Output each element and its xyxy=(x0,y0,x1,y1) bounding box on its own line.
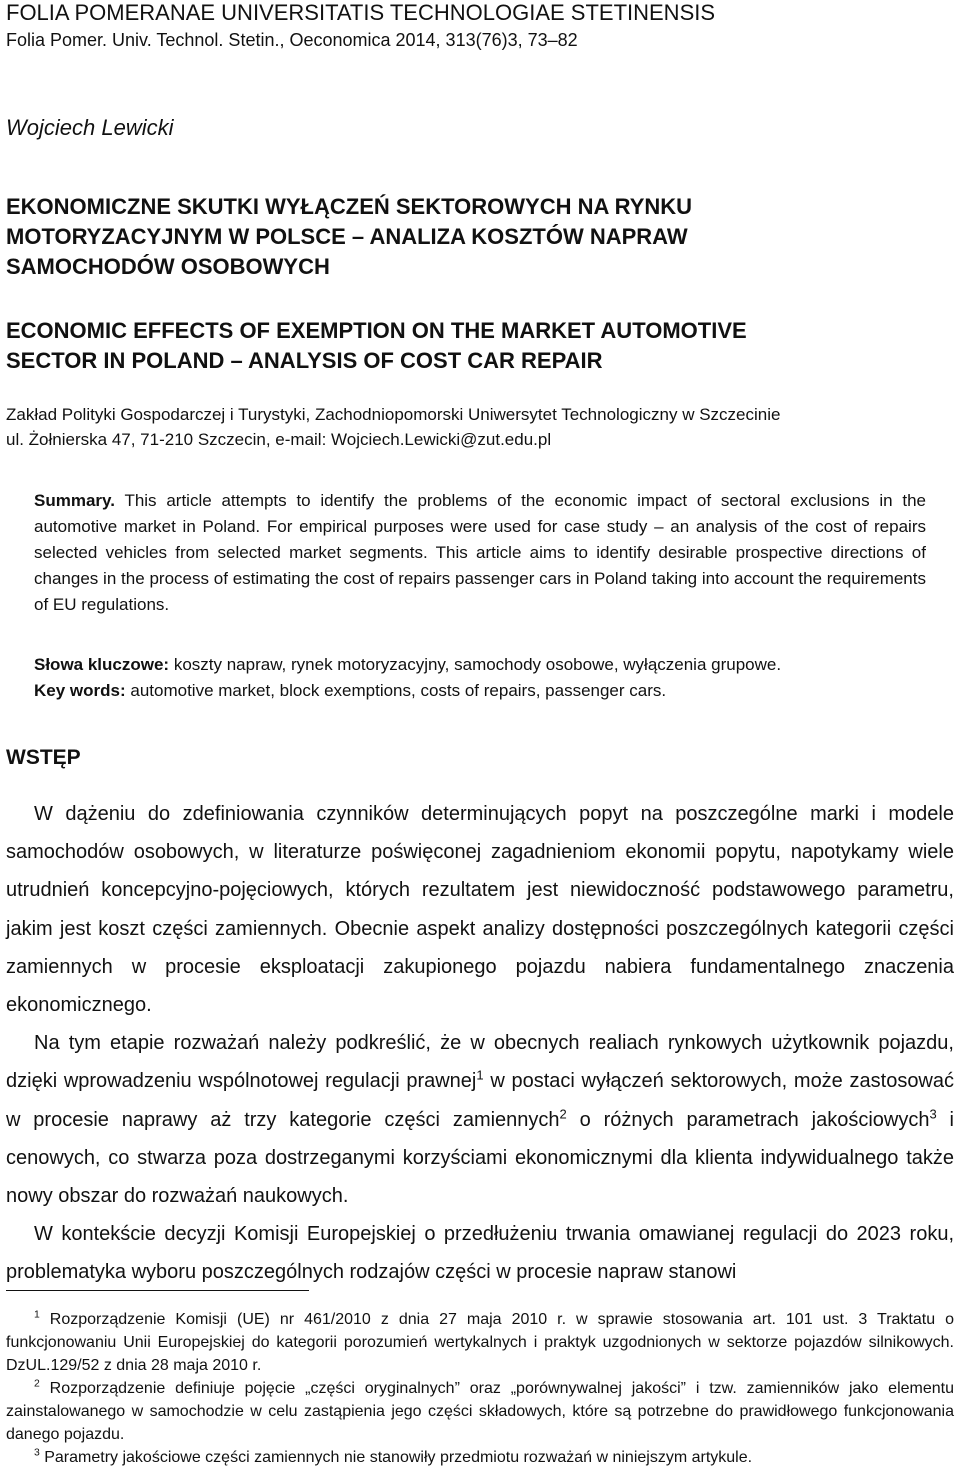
footnote-text: Rozporządzenie definiuje pojęcie „części oryginalnych” oraz „porównywalnej jakości” i tzw. zamienników jako elementu zainstalowanego w samochodzie w celu zastąpienia jego części składowych, które są potrzebne do prawidłowego funkcjonowania danego pojazdu. xyxy=(6,1380,954,1443)
affiliation-line: Zakład Polityki Gospodarczej i Turystyki, Zachodniopomorski Uniwersytet Technologiczny w Szczecinie xyxy=(6,405,781,424)
footnote-text: Rozporządzenie Komisji (UE) nr 461/2010 z dnia 27 maja 2010 r. w sprawie stosowania art. 101 ust. 3 Traktatu o funkcjonowaniu Unii Europejskiej do kategorii porozumień wertykalnych i praktyk uzgodnionych w sektorze pojazdów silnikowych. DzUL.129/52 z dnia 28 maja 2010 r. xyxy=(6,1311,955,1374)
title-pl-line: EKONOMICZNE SKUTKI WYŁĄCZEŃ SEKTOROWYCH NA RYNKU xyxy=(6,194,693,219)
affiliation xyxy=(6,402,780,452)
title-pl-line: SAMOCHODÓW OSOBOWYCH xyxy=(6,254,330,279)
keywords-polish xyxy=(34,652,926,678)
summary-abstract xyxy=(34,488,926,618)
summary-label: Summary. xyxy=(34,491,115,510)
keywords-english xyxy=(34,678,926,704)
footnote-1 xyxy=(6,1308,954,1377)
footnote-marker: 3 xyxy=(34,1447,40,1459)
journal-name: FOLIA POMERANAE UNIVERSITATIS TECHNOLOGIAE STETINENSIS xyxy=(6,0,716,25)
footnote-text: Parametry jakościowe części zamiennych nie stanowiły przedmiotu rozważań w niniejszym artykule. xyxy=(44,1449,753,1466)
body-paragraph: W kontekście decyzji Komisji Europejskiej o przedłużeniu trwania omawianej regulacji do 2023 roku, problematyka wyboru poszczególnych rodzajów części w procesie napraw stanowi xyxy=(6,1223,954,1284)
body-text xyxy=(6,795,954,1292)
body-paragraph: W dążeniu do zdefiniowania czynników determinujących popyt na poszczególne marki i modele samochodów osobowych, w literaturze poświęconej zagadnieniom ekonomii popytu, napotykamy wiele utrudnień koncepcyjno-pojęciowych, których rezultatem jest niewidoczność podstawowego parametru, jakim jest koszt części zamiennych. Obecnie aspekt analizy dostępności poszczególnych kategorii części zamiennych w procesie eksploatacji zakupionego pojazdu nabiera fundamentalnego znaczenia ekonomicznego. xyxy=(6,803,954,1017)
body-text-run: Na tym etapie rozważań należy podkreślić, że w obecnych realiach rynkowych użytkownik pojazdu, dzięki wprowadzeniu wspólnotowej regulacji prawnej xyxy=(6,1032,954,1093)
title-english xyxy=(6,316,747,376)
body-text-run: w postaci wyłączeń sektorowych, może zastosować w procesie naprawy aż trzy kategorie części zamiennych xyxy=(6,1070,955,1131)
keywords-en-text: automotive market, block exemptions, costs of repairs, passenger cars. xyxy=(130,681,667,700)
journal-citation: Folia Pomer. Univ. Technol. Stetin., Oeconomica 2014, 313(76)3, 73–82 xyxy=(6,30,578,50)
footnote-separator xyxy=(6,1290,309,1291)
keywords-block xyxy=(34,652,926,704)
affiliation-email-line: ul. Żołnierska 47, 71-210 Szczecin, e-mail: Wojciech.Lewicki@zut.edu.pl xyxy=(6,430,552,449)
footnote-marker: 1 xyxy=(34,1309,40,1321)
keywords-pl-text: koszty napraw, rynek motoryzacyjny, samochody osobowe, wyłączenia grupowe. xyxy=(173,655,782,674)
keywords-en-label: Key words: xyxy=(34,681,126,700)
footnote-3 xyxy=(6,1446,954,1469)
summary-text: This article attempts to identify the problems of the economic impact of sectoral exclusions in the automotive market in Poland. For empirical purposes were used for case study – an analysis of the cost of repairs selected vehicles from selected market segments. This article aims to identify desirable prospective directions of changes in the process of estimating the cost of repairs passenger cars in Poland taking into account the requirements of EU regulations. xyxy=(34,491,927,614)
body-text-run: i cenowych, co stwarza poza dostrzeganymi korzyściami ekonomicznymi dla klienta indywidualnego także nowy obszar do rozważań naukowych. xyxy=(6,1108,955,1208)
title-polish xyxy=(6,192,692,282)
footnote-ref[interactable]: 1 xyxy=(476,1067,484,1083)
section-heading: WSTĘP xyxy=(6,746,81,769)
title-pl-line: MOTORYZACYJNYM W POLSCE – ANALIZA KOSZTÓW NAPRAW xyxy=(6,224,688,249)
footnotes xyxy=(6,1308,954,1469)
body-text-run: o różnych parametrach jakościowych xyxy=(566,1108,930,1131)
body-paragraph xyxy=(6,1024,954,1215)
keywords-pl-label: Słowa kluczowe: xyxy=(34,655,170,674)
footnote-ref[interactable]: 3 xyxy=(929,1105,937,1121)
footnote-2 xyxy=(6,1377,954,1446)
title-en-line: ECONOMIC EFFECTS OF EXEMPTION ON THE MARKET AUTOMOTIVE xyxy=(6,318,747,343)
footnote-marker: 2 xyxy=(34,1378,40,1390)
author-name: Wojciech Lewicki xyxy=(6,115,174,140)
footnote-ref[interactable]: 2 xyxy=(559,1105,567,1121)
title-en-line: SECTOR IN POLAND – ANALYSIS OF COST CAR REPAIR xyxy=(6,348,603,373)
